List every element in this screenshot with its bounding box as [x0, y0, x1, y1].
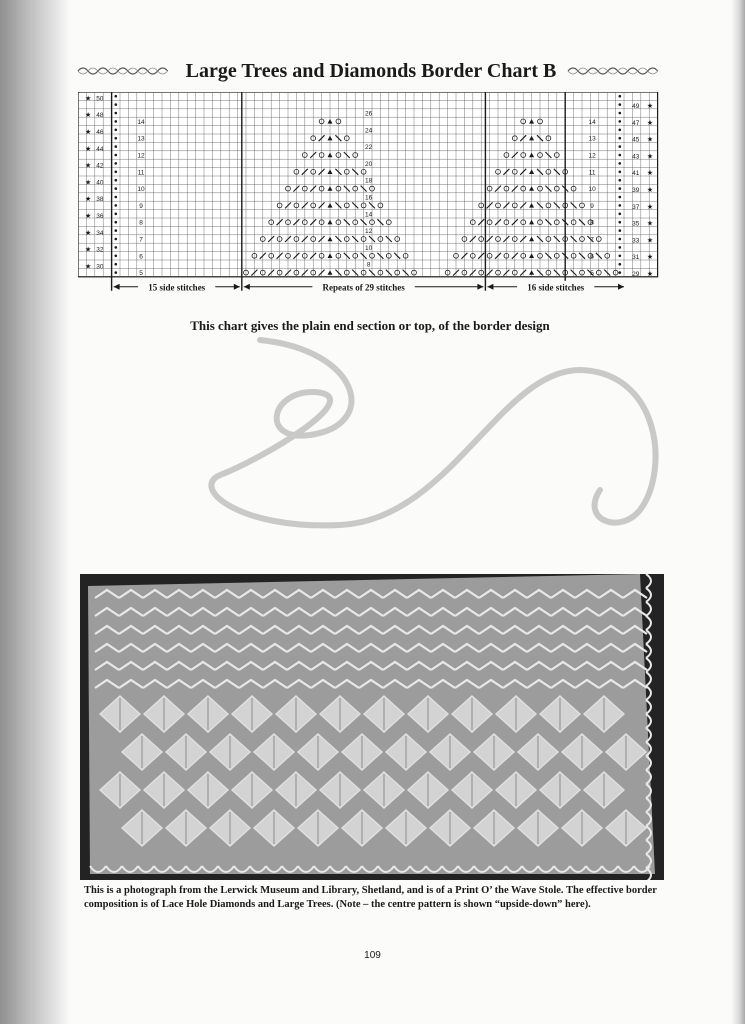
purl-dot: [619, 145, 622, 148]
row-star-left: ★: [84, 145, 92, 153]
purl-dot: [115, 255, 118, 258]
purl-dot: [619, 238, 622, 241]
purl-dot: [115, 179, 118, 182]
tree-center-number: 24: [365, 127, 373, 135]
tree-center-number: 8: [366, 261, 371, 269]
row-star-left: ★: [84, 129, 92, 136]
row-label-left: 36: [96, 213, 104, 220]
row-star-left: ★: [84, 196, 92, 204]
tree-right-number: 12: [588, 152, 596, 160]
tree-center-number: 26: [365, 110, 373, 118]
tree-left-number: 12: [137, 152, 145, 160]
tree-right-number: 6: [590, 253, 594, 261]
tree-right-number: 11: [588, 169, 596, 177]
tree-left-number: 7: [139, 236, 143, 244]
purl-dot: [115, 229, 118, 232]
tree-right-number: 7: [590, 236, 594, 244]
tree-right-number: 13: [588, 135, 596, 143]
photo-caption: This is a photograph from the Lerwick Museum and Library, Shetland, and is of a Print O’ the Wave Stole. The effective border composition is of Lace Hole Diamonds and Large Trees. (Note – the centre pattern is shown “upside-down” here).: [84, 885, 657, 910]
purl-dot: [619, 112, 622, 115]
row-star-right: ★: [646, 186, 654, 194]
purl-dot: [619, 263, 622, 266]
purl-dot: [619, 179, 622, 182]
row-label-left: 30: [96, 263, 104, 271]
tree-center-number: 20: [365, 160, 373, 168]
purl-dot: [619, 221, 622, 224]
side-stitches-right-arrowhead-right: [618, 284, 624, 290]
tree-left-number: 6: [139, 253, 143, 261]
row-star-left: ★: [84, 263, 92, 271]
page-number: 109: [364, 950, 381, 961]
row-label-right: 41: [632, 170, 640, 178]
row-label-right: 35: [632, 220, 640, 228]
purl-dot: [619, 271, 622, 274]
row-star-left: ★: [84, 112, 92, 120]
tree-left-number: 9: [139, 202, 143, 210]
purl-dot: [115, 204, 118, 207]
tree-center-number: 12: [365, 228, 373, 236]
purl-dot: [619, 204, 622, 207]
lace-photo-image: [80, 574, 664, 880]
purl-dot: [619, 103, 622, 106]
row-label-right: 47: [632, 119, 640, 127]
row-star-right: ★: [646, 153, 654, 161]
tree-right-number: 10: [588, 186, 596, 194]
tree-center-number: 16: [365, 194, 373, 202]
purl-dot: [115, 162, 118, 165]
tree-center-number: 10: [365, 244, 373, 252]
row-star-right: ★: [646, 203, 654, 211]
purl-dot: [115, 246, 118, 249]
row-label-right: 31: [632, 254, 640, 262]
purl-dot: [619, 95, 622, 98]
title-row: [76, 56, 666, 86]
row-star-right: ★: [646, 237, 654, 245]
purl-dot: [619, 171, 622, 174]
tree-center-number: 18: [365, 177, 373, 185]
row-star-left: ★: [84, 229, 92, 237]
row-star-right: ★: [646, 170, 654, 178]
purl-dot: [115, 112, 118, 115]
chart-caption: This chart gives the plain end section or top, of the border design: [190, 318, 550, 333]
row-label-left: 34: [96, 229, 104, 237]
purl-dot: [115, 238, 118, 241]
purl-dot: [115, 213, 118, 216]
tree-left-number: 8: [139, 219, 143, 227]
row-label-right: 45: [632, 136, 640, 144]
knitting-chart-grid: [78, 92, 660, 302]
purl-dot: [619, 196, 622, 199]
side-stitches-right-arrowhead-left: [487, 284, 493, 290]
row-label-left: 48: [96, 112, 104, 120]
purl-dot: [115, 137, 118, 140]
purl-dot: [619, 154, 622, 157]
row-star-right: ★: [646, 220, 654, 228]
purl-dot: [619, 255, 622, 258]
side-stitches-left-label: 15 side stitches: [148, 282, 206, 293]
row-star-left: ★: [84, 179, 92, 187]
purl-dot: [115, 221, 118, 224]
purl-dot: [115, 196, 118, 199]
knitting-chart: [78, 92, 660, 302]
row-label-left: 32: [96, 246, 104, 254]
purl-dot: [115, 263, 118, 266]
repeat-stitches-arrowhead-right: [477, 284, 483, 290]
page-title: Large Trees and Diamonds Border Chart B: [185, 59, 557, 82]
purl-dot: [115, 103, 118, 106]
row-star-right: ★: [646, 254, 654, 262]
page-edge-shadow: [731, 0, 745, 1024]
purl-dot: [115, 145, 118, 148]
row-star-left: ★: [84, 162, 92, 170]
purl-dot: [115, 171, 118, 174]
side-stitches-right-label: 16 side stitches: [527, 282, 585, 293]
purl-dot: [115, 271, 118, 274]
tree-left-number: 11: [137, 169, 145, 177]
purl-dot: [115, 95, 118, 98]
row-label-left: 38: [96, 196, 104, 204]
right-title-ornament: [566, 64, 666, 78]
purl-dot: [619, 162, 622, 165]
tree-left-number: 10: [137, 186, 145, 194]
tree-right-number: 8: [590, 219, 594, 227]
row-label-right: 49: [632, 102, 640, 110]
row-star-right: ★: [646, 270, 654, 278]
purl-dot: [619, 187, 622, 190]
row-star-left: ★: [84, 246, 92, 254]
purl-dot: [115, 129, 118, 132]
row-label-left: 46: [96, 129, 104, 136]
row-star-right: ★: [646, 102, 654, 110]
row-label-left: 44: [96, 145, 104, 153]
row-star-right: ★: [646, 119, 654, 127]
repeat-stitches-label: Repeats of 29 stitches: [322, 282, 405, 293]
row-label-right: 29: [632, 270, 640, 278]
row-label-right: 37: [632, 203, 640, 211]
tree-left-number: 13: [137, 135, 145, 143]
tree-center-number: 14: [365, 211, 373, 219]
row-label-left: 40: [96, 179, 104, 187]
tree-center-number: 22: [365, 144, 373, 152]
purl-dot: [115, 154, 118, 157]
left-title-ornament: [76, 64, 176, 78]
tree-right-number: 9: [590, 202, 594, 210]
row-label-right: 43: [632, 153, 640, 161]
repeat-stitches-arrowhead-left: [244, 284, 250, 290]
row-label-right: 33: [632, 237, 640, 245]
side-stitches-left-arrowhead-right: [234, 284, 240, 290]
row-star-left: ★: [84, 213, 92, 220]
tree-left-number: 14: [137, 118, 145, 126]
purl-dot: [619, 246, 622, 249]
row-label-left: 42: [96, 162, 104, 170]
row-star-left: ★: [84, 95, 92, 103]
purl-dot: [115, 120, 118, 123]
book-spine-shadow: [0, 0, 70, 1024]
tree-right-number: 14: [588, 118, 596, 126]
purl-dot: [619, 129, 622, 132]
purl-dot: [619, 120, 622, 123]
decorative-swirl: [200, 330, 680, 550]
tree-left-number: 5: [139, 270, 143, 278]
row-star-right: ★: [646, 136, 654, 144]
side-stitches-left-arrowhead-left: [114, 284, 120, 290]
tree-right-number: 5: [590, 270, 594, 278]
purl-dot: [619, 213, 622, 216]
lace-stole-photo: [80, 574, 664, 880]
purl-dot: [619, 229, 622, 232]
purl-dot: [115, 187, 118, 190]
row-label-left: 50: [96, 95, 104, 103]
row-label-right: 39: [632, 186, 640, 194]
purl-dot: [619, 137, 622, 140]
